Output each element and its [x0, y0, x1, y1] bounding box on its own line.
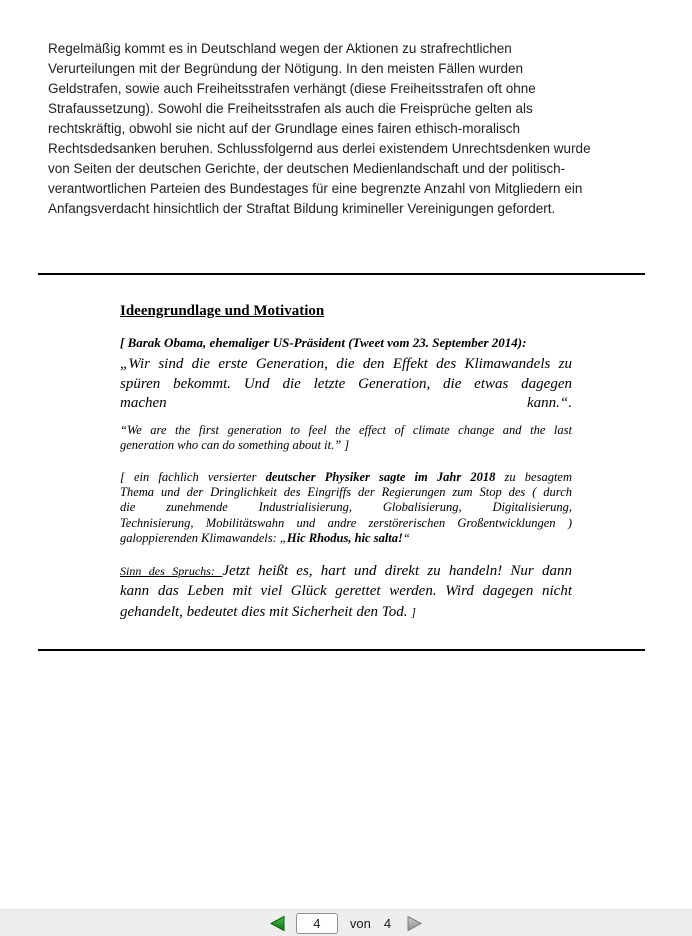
text-segment: verantwortlichen Parteien des Bundestages für eine begrenzte Anzahl von Mitgliedern ein	[48, 181, 583, 196]
text-line	[48, 159, 660, 179]
text-segment: galoppierenden Klimawandels: „	[120, 531, 287, 546]
text-line	[120, 470, 572, 485]
pager-total-pages: 4	[383, 915, 392, 931]
text-line	[48, 59, 660, 79]
text-segment: Thema und der Dringlichkeit des Eingriffs der Regierungen zum Stop des ( durch	[120, 484, 572, 499]
text-line	[120, 355, 572, 375]
text-line	[48, 199, 660, 219]
next-page-arrow-icon	[406, 915, 423, 932]
text-segment: ]	[411, 604, 416, 619]
text-segment: generation who can do something about it.” ]	[120, 438, 350, 452]
text-line	[120, 438, 572, 454]
obama-attribution: [ Barak Obama, ehemaliger US-Präsident (Tweet vom 23. September 2014):	[120, 335, 527, 350]
text-segment: Regelmäßig kommt es in Deutschland wegen der Aktionen zu strafrechtlichen	[48, 41, 512, 56]
separator-line-top	[38, 273, 645, 275]
text-line	[48, 139, 660, 159]
text-segment: von Seiten der deutschen Gerichte, der deutschen Medienlandschaft und der politisch-	[48, 161, 566, 176]
text-segment: Jetzt heißt es, hart und direkt zu handeln! Nur dann	[222, 562, 572, 579]
text-line	[120, 500, 572, 515]
text-segment: „Wir sind die erste Generation, die den Effekt des Klimawandels zu	[120, 356, 572, 372]
previous-page-button[interactable]	[269, 915, 286, 932]
text-line	[48, 99, 660, 119]
text-line	[120, 531, 572, 546]
text-segment: gehandelt, bedeutet dies mit Sicherheit den Tod.	[120, 603, 412, 620]
next-page-button[interactable]	[406, 915, 423, 932]
document-page	[0, 39, 692, 936]
text-line	[120, 581, 572, 602]
text-segment: Hic Rhodus, hic salta!	[286, 531, 403, 546]
german-quote	[120, 355, 572, 414]
text-segment: machen kann.“.	[120, 395, 572, 411]
text-segment: spüren bekommt. Und die letzte Generation, die etwas dagegen	[120, 375, 572, 392]
text-segment: zu besagtem	[495, 469, 572, 484]
text-line	[120, 375, 572, 395]
text-segment: Rechtsdedsanken beruhen. Schlussfolgernd aus derlei existendem Unrechtsdenken wurde	[48, 141, 591, 156]
text-segment: Verurteilungen mit der Begründung der Nötigung. In den meisten Fällen wurden	[48, 61, 524, 76]
text-segment: Strafaussetzung). Sowohl die Freiheitsstrafen als auch die Freisprüche gelten als	[48, 101, 533, 116]
text-segment: deutscher Physiker sagte im Jahr 2018	[265, 469, 496, 484]
text-line	[120, 561, 572, 582]
text-segment: Geldstrafen, sowie auch Freiheitsstrafen verhängt (diese Freiheitsstrafen oft ohne	[48, 81, 536, 96]
text-line	[48, 39, 660, 59]
text-line	[48, 179, 660, 199]
text-segment: “	[402, 531, 410, 546]
pagination-bar	[0, 909, 692, 936]
previous-page-arrow-icon	[269, 915, 286, 932]
separator-line-bottom	[38, 649, 645, 651]
text-segment: [ ein fachlich versierter	[120, 469, 266, 484]
pager-of-label: von	[349, 915, 371, 931]
page-number-input[interactable]	[296, 913, 338, 934]
text-segment: die zunehmende Industrialisierung, Globalisierung, Digitalisierung,	[120, 500, 572, 515]
motivation-section	[120, 302, 572, 622]
text-segment: rechtskräftig, obwohl sie nicht auf der Grundlage eines fairen ethisch-moralisch	[48, 121, 520, 136]
text-line	[120, 602, 572, 623]
english-quote-translation	[120, 423, 572, 454]
text-segment: Anfangsverdacht hinsichtlich der Straftat Bildung krimineller Vereinigungen gefordert.	[48, 201, 556, 216]
text-line	[48, 119, 660, 139]
text-line	[120, 485, 572, 500]
physicist-paragraph	[120, 470, 572, 547]
text-segment: Sinn des Spruchs:	[120, 563, 223, 578]
text-segment: Technisierung, Mobilitätswahn und andre zerstörerischen Großentwicklungen )	[120, 515, 572, 530]
section-heading: Ideengrundlage und Motivation	[120, 303, 325, 319]
text-line	[120, 423, 572, 439]
text-line	[48, 79, 660, 99]
text-line	[120, 516, 572, 531]
intro-paragraph	[48, 39, 660, 219]
text-segment: “We are the first generation to feel the effect of climate change and the last	[120, 422, 572, 437]
meaning-of-saying-paragraph	[120, 561, 572, 623]
text-line	[120, 394, 572, 414]
text-segment: kann das Leben mit viel Glück gerettet werden. Wird dagegen nicht	[120, 583, 572, 600]
